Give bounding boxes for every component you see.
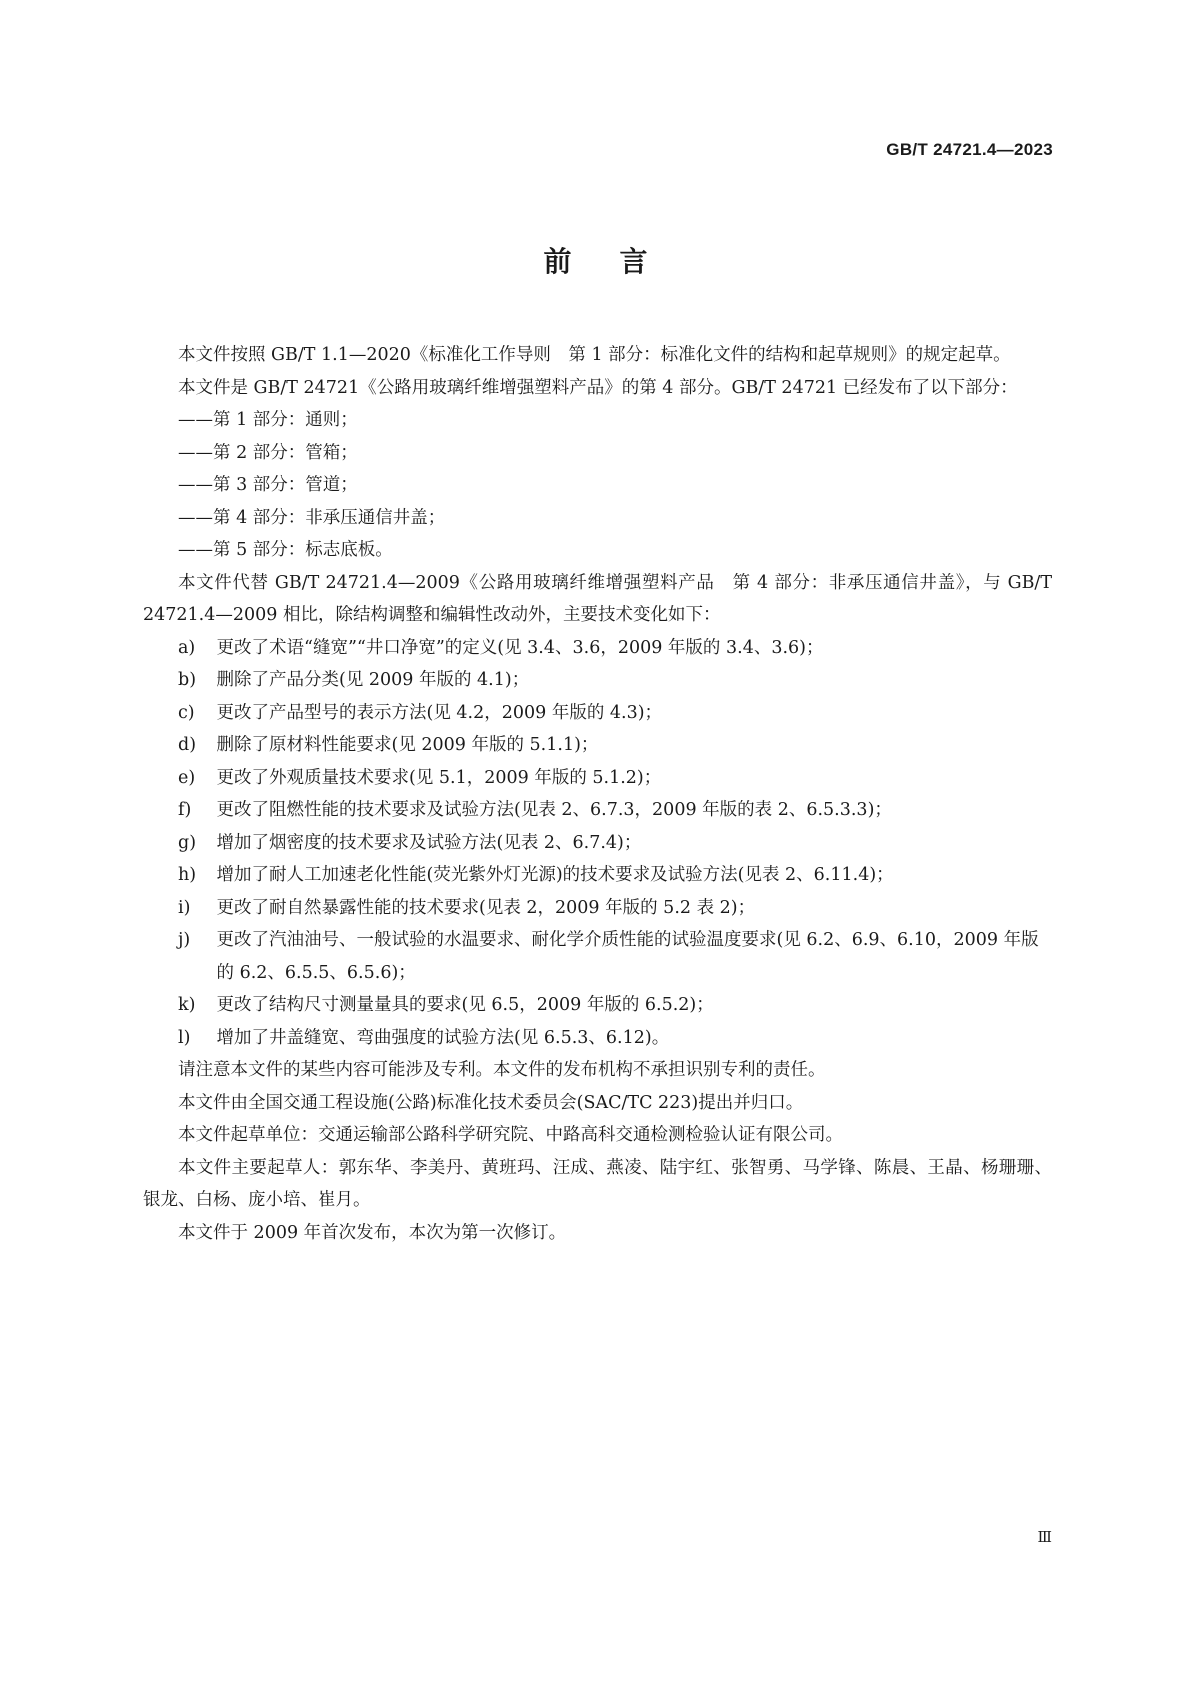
change-item: [143, 1022, 1052, 1055]
change-label: l): [178, 1027, 191, 1048]
change-item: [143, 827, 1052, 860]
change-text: 更改了汽油油号、一般试验的水温要求、耐化学介质性能的试验温度要求(见 6.2、6.9、6.10，2009 年版的 6.2、6.5.5、6.5.6)；: [216, 930, 1039, 983]
part-list-item: ——第 3 部分：管道；: [178, 475, 358, 495]
paragraph-series-parts: 本文件是 GB/T 24721《公路用玻璃纤维增强塑料产品》的第 4 部分。GB/T 24721 已经发布了以下部分：: [178, 377, 1018, 398]
page-title: 前言: [543, 245, 696, 278]
paragraph-replaces: 本文件代替 GB/T 24721.4—2009《公路用玻璃纤维增强塑料产品 第 4 部分：非承压通信井盖》，与 GB/T 24721.4—2009 相比，除结构调整和编辑性改动外，主要技术变化如下：: [143, 572, 1052, 625]
change-item: [143, 924, 1052, 989]
part-list-item: ——第 1 部分：通则；: [178, 410, 358, 430]
change-label: d): [178, 735, 197, 755]
document-body: [143, 339, 1052, 1249]
change-item: [143, 859, 1052, 892]
paragraph-drafting-units: 本文件起草单位：交通运输部公路科学研究院、中路高科交通检测检验认证有限公司。: [178, 1125, 843, 1145]
change-text: 删除了产品分类(见 2009 年版的 4.1)；: [216, 670, 530, 690]
change-text: 更改了产品型号的表示方法(见 4.2，2009 年版的 4.3)；: [216, 702, 663, 723]
part-list-item: ——第 5 部分：标志底板。: [178, 540, 393, 560]
change-text: 删除了原材料性能要求(见 2009 年版的 5.1.1)；: [216, 735, 599, 755]
change-item: [143, 762, 1052, 795]
change-item: [143, 794, 1052, 827]
paragraph-history: 本文件于 2009 年首次发布，本次为第一次修订。: [178, 1222, 567, 1243]
change-text: 更改了外观质量技术要求(见 5.1，2009 年版的 5.1.2)；: [216, 767, 662, 788]
page-number: Ⅲ: [1037, 1528, 1051, 1546]
change-item: [143, 697, 1052, 730]
paragraph-proposer: 本文件由全国交通工程设施(公路)标准化技术委员会(SAC/TC 223)提出并归口。: [178, 1092, 804, 1113]
change-text: 增加了烟密度的技术要求及试验方法(见表 2、6.7.4)；: [216, 832, 642, 853]
change-label: h): [178, 865, 197, 885]
change-label: e): [178, 767, 196, 788]
paragraph-drafting-rules: 本文件按照 GB/T 1.1—2020《标准化工作导则 第 1 部分：标准化文件的结构和起草规则》的规定起草。: [178, 345, 1011, 365]
change-label: a): [178, 637, 196, 658]
change-label: b): [178, 670, 197, 690]
paragraph-patent-notice: 请注意本文件的某些内容可能涉及专利。本文件的发布机构不承担识别专利的责任。: [178, 1060, 826, 1080]
part-list-item: ——第 2 部分：管箱；: [178, 442, 358, 463]
change-text: 更改了结构尺寸测量量具的要求(见 6.5，2009 年版的 6.5.2)；: [216, 995, 714, 1015]
change-label: k): [178, 995, 196, 1015]
change-label: i): [178, 897, 191, 918]
change-text: 增加了耐人工加速老化性能(荧光紫外灯光源)的技术要求及试验方法(见表 2、6.11.4)；: [216, 865, 894, 885]
change-text: 更改了阻燃性能的技术要求及试验方法(见表 2、6.7.3，2009 年版的表 2、6.5.3.3)；: [216, 800, 892, 820]
change-label: c): [178, 702, 195, 723]
change-label: g): [178, 832, 197, 853]
change-item: [143, 632, 1052, 665]
change-text: 增加了井盖缝宽、弯曲强度的试验方法(见 6.5.3、6.12)。: [216, 1027, 670, 1048]
change-label: j): [178, 930, 191, 950]
change-item: [143, 729, 1052, 762]
paragraph-drafters: 本文件主要起草人：郭东华、李美丹、黄班玛、汪成、燕凌、陆宇红、张智勇、马学锋、陈晨、王晶、杨珊珊、银龙、白杨、庞小培、崔月。: [143, 1157, 1052, 1210]
standard-code: GB/T 24721.4—2023: [886, 140, 1053, 159]
change-item: [143, 989, 1052, 1022]
change-text: 更改了耐自然暴露性能的技术要求(见表 2，2009 年版的 5.2 表 2)；: [216, 897, 756, 918]
change-item: [143, 892, 1052, 925]
change-label: f): [178, 800, 192, 820]
change-item: [143, 664, 1052, 697]
change-text: 更改了术语“缝宽”“井口净宽”的定义(见 3.4、3.6，2009 年版的 3.4、3.6)；: [216, 637, 824, 658]
part-list-item: ——第 4 部分：非承压通信井盖；: [178, 507, 446, 528]
